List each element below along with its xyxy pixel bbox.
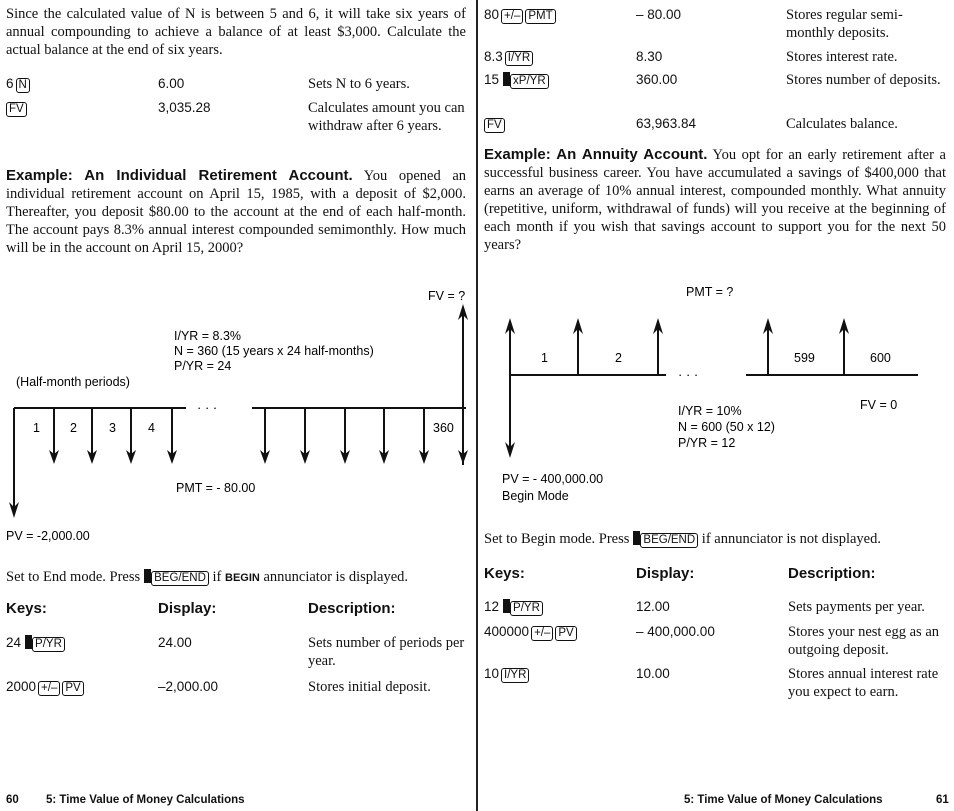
display-value: 12.00 (636, 599, 670, 614)
left-page (0, 0, 476, 811)
column-header-display: Display: (158, 600, 217, 617)
description: Stores regular semi-monthly deposits. (786, 7, 903, 41)
key-sequence: 10 I/YR (484, 665, 529, 683)
tick-label: 2 (615, 351, 622, 365)
pv-label: PV = - 400,000.00 (502, 472, 604, 486)
key-sequence: 6 N (6, 75, 30, 93)
description: Stores annual interest rate you expect to earn. (788, 666, 939, 700)
pv-label: PV = -2,000.00 (6, 529, 90, 543)
n-label: N = 600 (50 x 12) (678, 420, 775, 434)
tick-label: 599 (794, 351, 815, 365)
tick-label: 3 (109, 421, 116, 435)
begin-mode-label: Begin Mode (502, 489, 569, 503)
column-header-description: Description: (788, 565, 876, 582)
iyr-label: I/YR = 10% (678, 404, 742, 418)
key-times-pyr: xP/YR (510, 74, 549, 89)
description: Sets number of periods per year. (308, 635, 465, 669)
key-pmt: PMT (525, 9, 555, 24)
key-beg-end: BEG/END (640, 533, 698, 548)
tick-label: 600 (870, 351, 891, 365)
display-value: 24.00 (158, 635, 192, 650)
periods-label: (Half-month periods) (16, 375, 130, 389)
timeline-ellipsis: · · · (197, 400, 218, 415)
display-value: 6.00 (158, 76, 185, 91)
key-beg-end: BEG/END (151, 571, 209, 586)
key-pyr: P/YR (32, 637, 65, 652)
key-iyr: I/YR (505, 51, 533, 66)
fv-label: FV = 0 (860, 398, 898, 412)
example-title: Example: An Individual Retirement Account. (6, 167, 353, 184)
example-body: You opened an individual retirement account on April 15, 1985, with a deposit of $2,000. Thereafter, you deposit $80.00 to the account at the end of each half-month. The account pays 8.3% annual interest compounded semimonthly. How much will be in the account on April 15, 2000? (6, 168, 467, 256)
fv-label: FV = ? (428, 289, 466, 303)
key-sequence: 2000 +/– PV (6, 678, 84, 696)
description: Sets N to 6 years. (308, 76, 410, 92)
key-fv: FV (6, 102, 27, 117)
key-change-sign: +/– (38, 681, 60, 696)
key-sequence: 15 xP/YR (484, 71, 549, 89)
key-sequence (6, 99, 27, 117)
key-pyr: P/YR (510, 601, 543, 616)
pyr-label: P/YR = 24 (174, 359, 232, 373)
column-header-display: Display: (636, 565, 695, 582)
mode-instruction: Set to End mode. Press BEG/END if BEGIN annunciator is displayed. (6, 569, 409, 585)
example-title: Example: An Annuity Account. (484, 146, 708, 163)
key-sequence: 24 P/YR (6, 634, 65, 652)
key-sequence: 8.3 I/YR (484, 48, 533, 66)
display-value: 3,035.28 (158, 100, 211, 115)
key-fv: FV (484, 118, 505, 133)
right-page (478, 0, 954, 811)
page-number: 60 (6, 794, 19, 806)
description: Stores initial deposit. (308, 679, 431, 695)
example-annuity (484, 146, 946, 254)
display-value: –2,000.00 (158, 679, 219, 694)
key-pv: PV (62, 681, 83, 696)
page-number: 61 (936, 794, 949, 806)
description: Stores your nest egg as an outgoing deposit. (788, 624, 940, 658)
n-label: N = 360 (15 years x 24 half-months) (174, 344, 374, 358)
shift-key-icon (503, 599, 510, 613)
key-sequence (484, 115, 505, 133)
shift-key-icon (144, 569, 151, 583)
iyr-label: I/YR = 8.3% (174, 329, 242, 343)
column-header-keys: Keys: (6, 600, 47, 617)
key-pv: PV (555, 626, 576, 641)
column-header-keys: Keys: (484, 565, 525, 582)
shift-key-icon (503, 72, 510, 86)
key-iyr: I/YR (501, 668, 529, 683)
running-footer: 5: Time Value of Money Calculations (46, 794, 245, 806)
display-value: – 80.00 (636, 7, 682, 22)
shift-key-icon (25, 635, 32, 649)
key-sequence: 80 +/– PMT (484, 6, 556, 24)
intro-paragraph: Since the calculated value of N is between 5 and 6, it will take six years of annual compounding to achieve a balance of at least $3,000. Calculate the actual balance at the end of six years. (6, 6, 466, 58)
display-value: 63,963.84 (636, 116, 697, 131)
description: Stores interest rate. (786, 49, 898, 65)
pmt-label: PMT = ? (686, 285, 734, 299)
pmt-label: PMT = - 80.00 (176, 481, 256, 495)
description: Stores number of deposits. (786, 72, 941, 88)
pyr-label: P/YR = 12 (678, 436, 736, 450)
example-ira (6, 167, 466, 257)
timeline-ellipsis: · · · (678, 367, 699, 382)
tick-label: 360 (433, 421, 454, 435)
key-sequence: 12 P/YR (484, 598, 543, 616)
display-value: 8.30 (636, 49, 663, 64)
begin-annunciator: BEGIN (225, 572, 260, 584)
key-change-sign: +/– (501, 9, 523, 24)
tick-label: 4 (148, 421, 155, 435)
cash-flow-diagram-ira (0, 280, 476, 550)
column-header-description: Description: (308, 600, 396, 617)
description: Sets payments per year. (788, 599, 925, 615)
example-body: You opt for an early retirement after a successful business career. You have accumulated a savings of $400,000 that earns an average of 10% annual interest, compounded monthly. What annuity (repetitive, uniform, withdrawal of funds) will you receive at the beginning of each month if you wish that savings account to support you for the next 50 years? (484, 147, 946, 253)
display-value: – 400,000.00 (636, 624, 715, 639)
tick-label: 2 (70, 421, 77, 435)
tick-label: 1 (33, 421, 40, 435)
cash-flow-diagram-annuity (478, 278, 954, 510)
key-n: N (16, 78, 30, 93)
description: Calculates balance. (786, 116, 898, 132)
key-sequence: 400000 +/– PV (484, 623, 577, 641)
mode-instruction: Set to Begin mode. Press BEG/END if annunciator is not displayed. (484, 531, 881, 547)
display-value: 360.00 (636, 72, 678, 87)
key-change-sign: +/– (531, 626, 553, 641)
display-value: 10.00 (636, 666, 670, 681)
description: Calculates amount you can withdraw after 6 years. (308, 100, 465, 134)
tick-label: 1 (541, 351, 548, 365)
shift-key-icon (633, 531, 640, 545)
running-footer: 5: Time Value of Money Calculations (684, 794, 883, 806)
